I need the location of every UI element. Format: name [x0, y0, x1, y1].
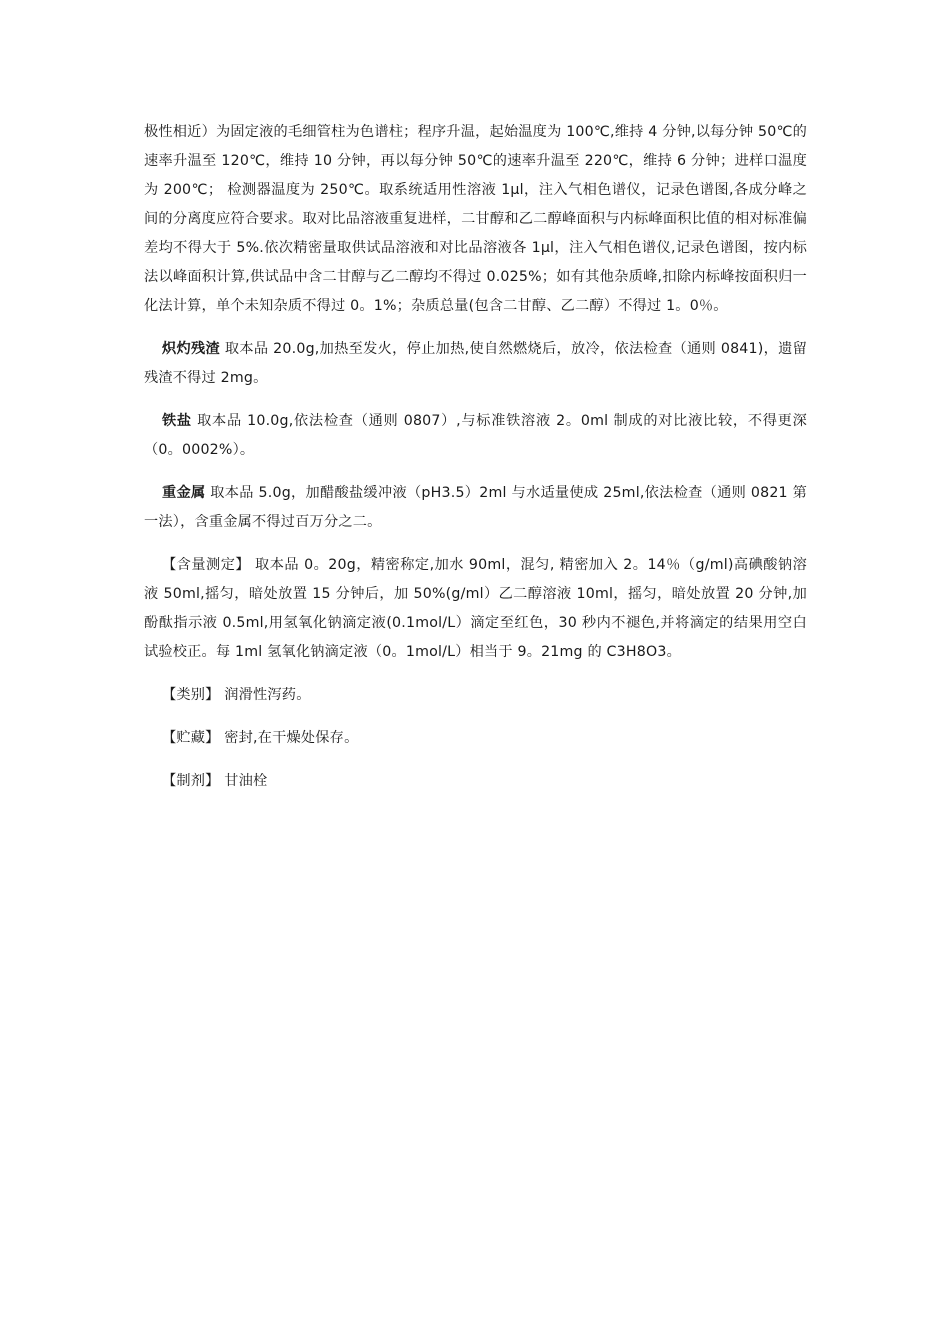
- heavy-metal-paragraph: [144, 479, 807, 537]
- residue-on-ignition-text: 取本品 20.0g,加热至发火，停止加热,使自然燃烧后，放冷，依法检查（通则 0841)，遗留残渣不得过 2mg。: [144, 341, 807, 386]
- document-page: [144, 118, 807, 810]
- iron-salt-paragraph: [144, 407, 807, 465]
- category-paragraph: 【类别】 润滑性泻药。: [162, 687, 311, 703]
- storage-paragraph: 【贮藏】 密封,在干燥处保存。: [162, 730, 359, 746]
- iron-salt-heading: 铁盐: [162, 413, 192, 429]
- residue-on-ignition-heading: 炽灼残渣: [162, 341, 221, 357]
- heavy-metal-heading: 重金属: [162, 485, 206, 501]
- heavy-metal-text: 取本品 5.0g，加醋酸盐缓冲液（pH3.5）2ml 与水适量使成 25ml,依法检查（通则 0821 第一法），含重金属不得过百万分之二。: [144, 485, 807, 530]
- assay-paragraph: 【含量测定】 取本品 0。20g，精密称定,加水 90ml，混匀, 精密加入 2。14％（g/ml)高碘酸钠溶液 50ml,摇匀，暗处放置 15 分钟后，加 50%(g/ml）乙二醇溶液 10ml，摇匀，暗处放置 20 分钟,加酚酞指示液 0.5ml,用氢氧化钠滴定液(0.1mol/L）滴定至红色，30 秒内不褪色,并将滴定的结果用空白试验校正。每 1ml 氢氧化钠滴定液（0。1mol/L）相当于 9。21mg 的 C3H8O3。: [144, 557, 807, 660]
- preparation-paragraph: 【制剂】 甘油栓: [162, 773, 268, 789]
- gc-method-paragraph: 极性相近）为固定液的毛细管柱为色谱柱；程序升温，起始温度为 100℃,维持 4 分钟,以每分钟 50℃的速率升温至 120℃，维持 10 分钟，再以每分钟 50℃的速率升温至 220℃，维持 6 分钟；进样口温度为 200℃； 检测器温度为 250℃。取系统适用性溶液 1μl，注入气相色谱仪，记录色谱图,各成分峰之间的分离度应符合要求。取对比品溶液重复进样，二甘醇和乙二醇峰面积与内标峰面积比值的相对标准偏差均不得大于 5%.依次精密量取供试品溶液和对比品溶液各 1μl，注入气相色谱仪,记录色谱图，按内标法以峰面积计算,供试品中含二甘醇与乙二醇均不得过 0.025%；如有其他杂质峰,扣除内标峰按面积归一化法计算，单个未知杂质不得过 0。1%；杂质总量(包含二甘醇、乙二醇）不得过 1。0％。: [144, 124, 807, 314]
- iron-salt-text: 取本品 10.0g,依法检查（通则 0807）,与标准铁溶液 2。0ml 制成的对比液比较，不得更深（0。0002%）。: [144, 413, 807, 458]
- residue-on-ignition-paragraph: [144, 335, 807, 393]
